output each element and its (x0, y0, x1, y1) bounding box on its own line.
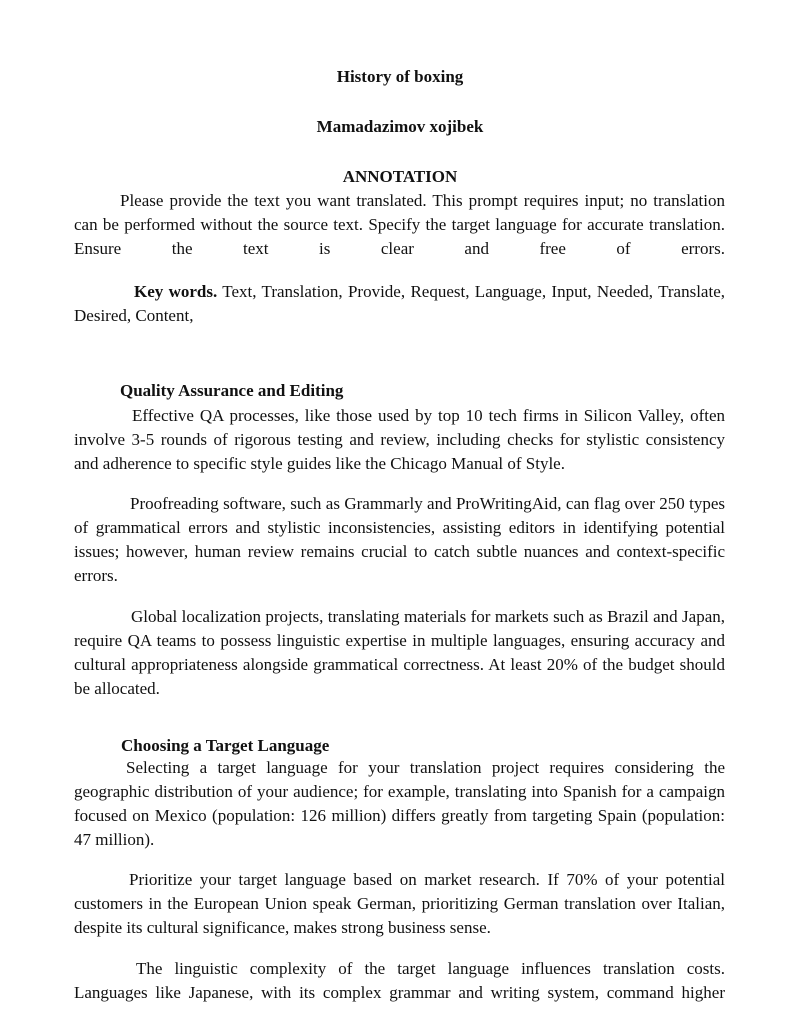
keywords-text: Text, Translation, Provide, Request, Language, Input, Needed, Translate, Desired, Content, (74, 282, 725, 325)
document-title: History of boxing (336, 67, 464, 86)
target-language-paragraph-1: Selecting a target language for your translation project requires considering the geographic distribution of your audience; for example, translating into Spanish for a campaign focused on Mexico (population: 126 million) differs greatly from targeting Spain (population: 47 million). (74, 758, 725, 849)
qa-paragraph-3: Global localization projects, translating materials for markets such as Brazil and Japan, require QA teams to possess linguistic expertise in multiple languages, ensuring accuracy and cultural appropriateness alongside grammatical correctness. At least 20% of the budget should be allocated. (74, 607, 725, 698)
author-name: Mamadazimov xojibek (316, 117, 484, 136)
keywords-paragraph (74, 280, 725, 328)
keywords-label: Key words. (134, 282, 218, 301)
annotation-paragraph: Please provide the text you want translated. This prompt requires input; no translation can be performed without the source text. Specify the target language for accurate translation. Ensure the text is clear and free of errors. (74, 191, 725, 258)
section-heading-target-language: Choosing a Target Language (121, 736, 330, 755)
annotation-heading: ANNOTATION (342, 167, 458, 186)
qa-paragraph-2: Proofreading software, such as Grammarly and ProWritingAid, can flag over 250 types of grammatical errors and stylistic inconsistencies, assisting editors in identifying potential issues; however, human review remains crucial to catch subtle nuances and context-specific errors. (74, 494, 725, 585)
target-language-paragraph-3: The linguistic complexity of the target language influences translation costs. Languages like Japanese, with its complex grammar and writing system, command higher (74, 959, 725, 1002)
section-heading-quality-assurance: Quality Assurance and Editing (120, 381, 344, 400)
qa-paragraph-1: Effective QA processes, like those used by top 10 tech firms in Silicon Valley, often involve 3-5 rounds of rigorous testing and review, including checks for stylistic consistency and adherence to specific style guides like the Chicago Manual of Style. (74, 406, 725, 473)
target-language-paragraph-2: Prioritize your target language based on market research. If 70% of your potential customers in the European Union speak German, prioritizing German translation over Italian, despite its cultural significance, makes strong business sense. (74, 870, 725, 937)
